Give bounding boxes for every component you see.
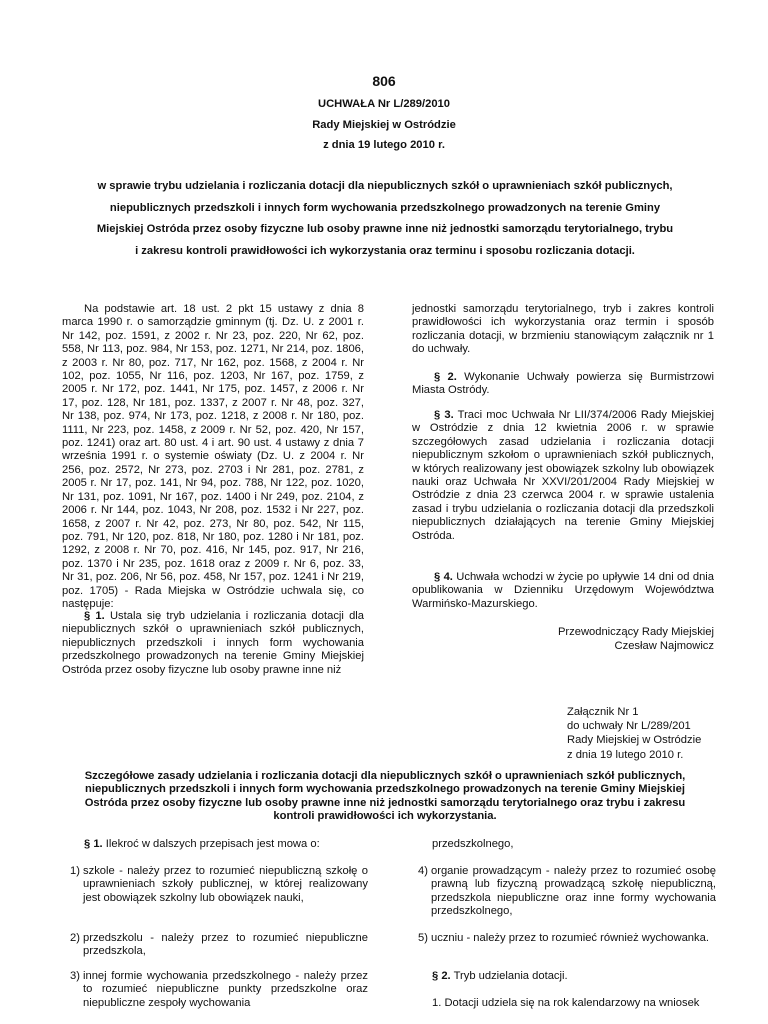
section-2 [412,371,714,398]
list-item-number: 3) [70,970,80,982]
annex-title-line: niepublicznych przedszkoli i innych form wychowania przedszkolnego prowadzonych na terenie Gminy Miejskiej [85,783,685,796]
list-item-text: innej formie wychowania przedszkolnego - należy przez to rozumieć niepubliczne punkty przedszkolne oraz niepubliczne zespoły wychowania [83,970,368,1009]
page-number: 806 [372,73,396,89]
section-3 [412,409,714,543]
resolution-date: z dnia 19 lutego 2010 r. [323,139,445,151]
list-item-text: organie prowadzącym - należy przez to rozumieć osobę prawną lub fizyczną prowadzącą szkołę niepubliczną, przedszkola niepubliczne oraz inne formy wychowania przedszkolnego, [431,865,716,918]
annex-continuation: przedszkolnego, [432,838,514,850]
list-item [70,970,368,1010]
section-1 [62,610,364,677]
section-4-text: Uchwała wchodzi w życie po upływie 14 dni od dnia opublikowania w Dzienniku Urzędowym Województwa Warmińsko-Mazurskiego. [412,571,714,610]
annex-section-1 [62,838,364,851]
section-2-text: Wykonanie Uchwały powierza się Burmistrzowi Miasta Ostródy. [412,371,714,397]
section-4 [412,571,714,611]
section-3-text: Traci moc Uchwała Nr LII/374/2006 Rady Miejskiej w Ostródzie z dnia 12 kwietnia 2006 r. w sprawie szczegółowych zasad udzielania i rozliczania dotacji niepublicznym szkołom o uprawnieniach szkół publicznych, w których realizowany jest obowiązek szkolny lub obowiązek nauki oraz Uchwała Nr XXVI/201/2004 Rady Miejskiej w Ostródzie z dnia 23 czerwca 2004 r. w sprawie ustalenia zasad i trybu udzielania o rozliczania dotacji dla przedszkoli niepublicznych działających na terenie Gminy Miejskiej Ostróda. [412,409,715,542]
list-item-number: 1) [70,865,80,877]
subject-line: niepublicznych przedszkoli i innych form wychowania przedszkolnego prowadzonych na terenie Gminy [109,201,661,214]
annex-title-line: kontroli prawidłowości ich wykorzystania. [273,810,497,823]
list-item [70,932,368,959]
annex-section-2-label: § 2. [432,970,451,982]
resolution-issuer: Rady Miejskiej w Ostródzie [312,119,456,131]
annex-paragraph-1: 1. Dotacji udziela się na rok kalendarzowy na wniosek [432,997,700,1009]
attachment-note [567,705,747,762]
signature-block [412,625,714,653]
list-item [418,932,716,945]
signature-title: Przewodniczący Rady Miejskiej [557,626,714,638]
annex-title [60,770,710,824]
section-1-text: Ustala się tryb udzielania i rozliczania dotacji dla niepublicznych szkół o uprawnieniach szkół publicznych, niepublicznych przedszkoli i innych form wychowania przedszkolnego prowadzonych na terenie Gminy Miejskiej Ostróda przez osoby fizyczne lub osoby prawne inne niż [62,610,365,676]
section-3-label: § 3. [434,409,454,421]
annex-section-2 [432,970,718,983]
annex-section-1-label: § 1. [84,838,103,850]
list-item-text: przedszkolu - należy przez to rozumieć niepubliczne przedszkola, [83,932,368,958]
annex-section-1-text: Ilekroć w dalszych przepisach jest mowa o: [105,838,320,850]
list-item-text: uczniu - należy przez to rozumieć również wychowanka. [431,932,709,944]
section-4-label: § 4. [434,571,453,583]
subject-line: w sprawie trybu udzielania i rozliczania dotacji dla niepublicznych szkół o uprawnieniach szkół publicznych, [97,180,673,192]
list-item [418,865,716,919]
signature-name: Czesław Najmowicz [614,640,714,652]
annex-title-line: Ostróda przez osoby fizyczne lub osoby prawne inne niż jednostki samorządu terytorialnego oraz trybu i zakresu [84,796,686,809]
annex-section-2-text: Tryb udzielania dotacji. [453,970,568,982]
resolution-title: UCHWAŁA Nr L/289/2010 [317,98,450,110]
section-2-label: § 2. [434,371,457,383]
list-item-number: 4) [418,865,428,877]
list-item-text: szkole - należy przez to rozumieć niepubliczną szkołę o uprawnieniach szkoły publicznej, w której realizowany jest obowiązek szkolny lub obowiązek nauki, [83,865,368,904]
list-item [70,865,368,905]
attachment-line: Rady Miejskiej w Ostródzie [567,734,702,747]
section-1-label: § 1. [84,610,105,622]
attachment-line: do uchwały Nr L/289/201 [567,720,691,733]
preamble: Na podstawie art. 18 ust. 2 pkt 15 ustawy z dnia 8 marca 1990 r. o samorządzie gminnym (tj. Dz. U. z 2001 r. Nr 142, poz. 1591, z 2002 r. Nr 23, poz. 220, Nr 62, poz. 558, Nr 113, poz. 984, Nr 153, poz. 1271, Nr 214, poz. 1806, z 2003 r. Nr 80, poz. 717, Nr 162, poz. 1568, z 2004 r. Nr 102, poz. 1055, Nr 116, poz. 1203, Nr 167, poz. 1759, z 2005 r. Nr 172, poz. 1441, Nr 175, poz. 1457, z 2006 r. Nr 17, poz. 128, Nr 181, poz. 1337, z 2007 r. Nr 48, poz. 327, Nr 138, poz. 974, Nr 173, poz. 1218, z 2008 r. Nr 180, poz. 1111, Nr 223, poz. 1458, z 2009 r. Nr 52, poz. 420, Nr 157, poz. 1241) oraz art. 80 ust. 4 i art. 90 ust. 4 ustawy z dnia 7 września 1991 r. o systemie oświaty (Dz. U. z 2004 r. Nr 256, poz. 2572, Nr 273, poz. 2703 i Nr 281, poz. 2781, z 2005 r. Nr 17, poz. 141, Nr 94, poz. 788, Nr 122, poz. 1020, Nr 131, poz. 1091, Nr 167, poz. 1400 i Nr 249, poz. 2104, z 2006 r. Nr 144, poz. 1043, Nr 208, poz. 1532 i Nr 227, poz. 1658, z 2007 r. Nr 42, poz. 273, Nr 80, poz. 542, Nr 115, poz. 791, Nr 120, poz. 818, Nr 180, poz. 1280 i Nr 181, poz. 1292, z 2008 r. Nr 70, poz. 416, Nr 145, poz. 917, Nr 216, poz. 1370 i Nr 235, poz. 1618 oraz z 2009 r. Nr 6, poz. 33, Nr 31, poz. 206, Nr 56, poz. 458, Nr 157, poz. 1241 i Nr 219, poz. 1705) - Rada Miejska w Ostródzie uchwala się, co następuje: [62,303,364,610]
attachment-line: Załącznik Nr 1 [567,706,639,718]
resolution-subject [60,176,710,262]
list-item-number: 5) [418,932,428,944]
subject-line: Miejskiej Ostróda przez osoby fizyczne lub osoby prawne inne niż jednostki samorządu terytorialnego, trybu [96,223,674,235]
section-1-continuation: jednostki samorządu terytorialnego, tryb i zakres kontroli prawidłowości ich wykorzystania oraz termin i sposób rozliczania dotacji, w brzmieniu stanowiącym załącznik nr 1 do uchwały. [412,303,714,356]
attachment-line: z dnia 19 lutego 2010 r. [567,748,684,761]
annex-title-line: Szczegółowe zasady udzielania i rozliczania dotacji dla niepublicznych szkół o uprawnieniach szkół publicznych, [84,770,686,782]
subject-line: i zakresu kontroli prawidłowości ich wykorzystania oraz terminu i sposobu rozliczania dotacji. [135,244,635,257]
list-item-number: 2) [70,932,80,944]
